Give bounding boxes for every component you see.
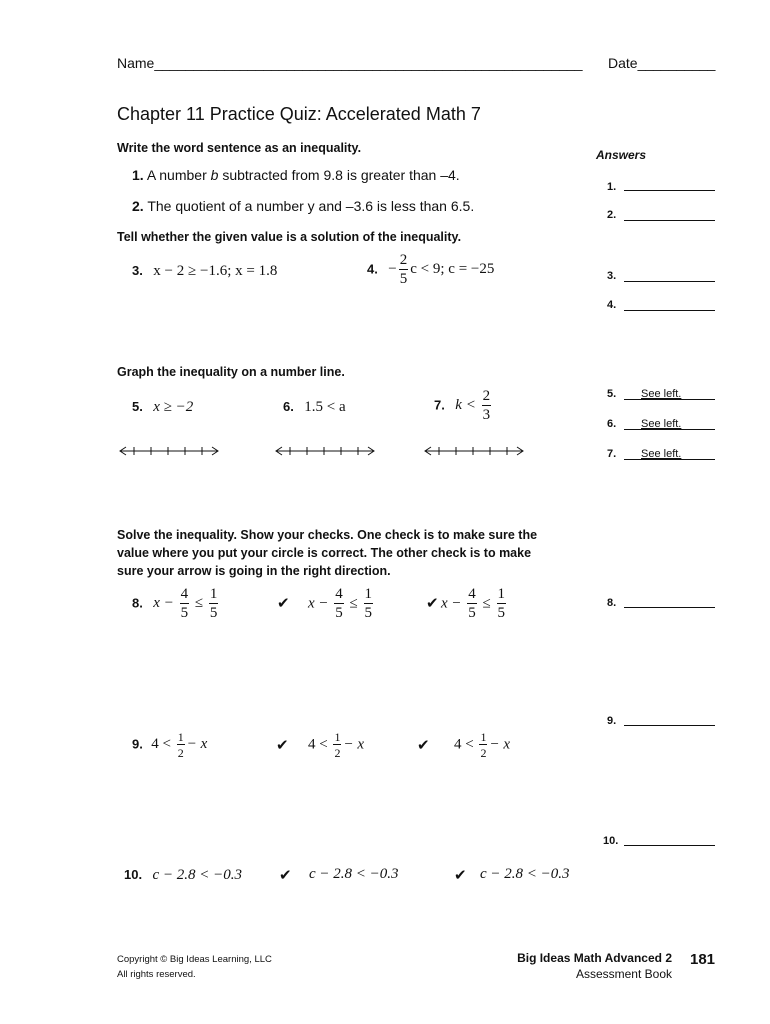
- denominator: 3: [482, 407, 491, 423]
- fraction: [180, 587, 190, 621]
- operator: ≤: [482, 595, 491, 612]
- question-number: 1.: [132, 167, 144, 183]
- check-2-q9: [454, 731, 510, 759]
- answer-blank-3[interactable]: [624, 281, 715, 282]
- instruction-line: sure your arrow is going in the right direction.: [117, 564, 391, 578]
- date-label: Date: [608, 55, 638, 71]
- answer-label-1: 1.: [607, 181, 617, 193]
- answer-blank-9[interactable]: [624, 725, 715, 726]
- fraction: [497, 587, 507, 621]
- name-field: [117, 55, 583, 71]
- instruction-line: value where you put your circle is correct. The other check is to make: [117, 546, 532, 560]
- fraction: [399, 253, 409, 287]
- answer-label-5: 5.: [607, 388, 617, 400]
- numerator: 1: [209, 586, 218, 602]
- check-2-q8: [441, 587, 508, 621]
- answer-label-9: 9.: [607, 715, 617, 727]
- date-field: [608, 55, 715, 71]
- check-mark-icon: ✔: [417, 736, 430, 754]
- section-heading-solution: Tell whether the given value is a solution of the inequality.: [117, 230, 462, 244]
- inequality-expression: x ≥ −2: [153, 399, 194, 415]
- question-9: [132, 731, 207, 759]
- numerator: 2: [482, 388, 491, 404]
- instruction-line: Solve the inequality. Show your checks. One check is to make sure the: [117, 528, 538, 542]
- operator: ≤: [194, 595, 204, 612]
- expression-part: x −: [308, 595, 329, 612]
- answer-blank-6[interactable]: [624, 429, 715, 430]
- fraction: [467, 587, 477, 621]
- denominator: 5: [399, 271, 408, 287]
- number-line-6[interactable]: [274, 444, 378, 458]
- answer-label-7: 7.: [607, 448, 617, 460]
- question-7: [434, 389, 493, 423]
- expression-part: 4 <: [454, 736, 474, 753]
- answer-blank-4[interactable]: [624, 310, 715, 311]
- question-number: 9.: [132, 736, 143, 752]
- denominator: 5: [180, 605, 189, 621]
- denominator: 5: [497, 605, 506, 621]
- page-number: 181: [690, 951, 716, 968]
- numerator: 1: [334, 730, 341, 744]
- section-heading-graph: Graph the inequality on a number line.: [117, 365, 345, 379]
- inequality-expression: x − 2 ≥ −1.6; x = 1.8: [153, 263, 278, 279]
- check-1-q8: [308, 587, 375, 621]
- answer-label-10: 10.: [603, 835, 619, 847]
- question-text: subtracted from 9.8 is greater than –4.: [218, 167, 460, 183]
- fraction: [177, 731, 185, 759]
- denominator: 5: [364, 605, 373, 621]
- name-blank: _______________________________________________________: [154, 55, 583, 71]
- question-2: [132, 198, 474, 214]
- fraction: [209, 587, 219, 621]
- page-title: Chapter 11 Practice Quiz: Accelerated Math 7: [117, 104, 481, 124]
- answer-label-6: 6.: [607, 418, 617, 430]
- question-number: 3.: [132, 263, 143, 278]
- numerator: 1: [480, 730, 487, 744]
- fraction: [482, 389, 492, 423]
- check-mark-icon: ✔: [426, 594, 439, 612]
- question-5: [132, 398, 193, 416]
- check-2-q10: c − 2.8 < −0.3: [480, 866, 570, 882]
- answers-heading: Answers: [596, 148, 647, 162]
- question-number: 4.: [367, 261, 378, 277]
- numerator: 4: [180, 586, 189, 602]
- book-title: Big Ideas Math Advanced 2: [517, 951, 672, 965]
- fraction: [364, 587, 374, 621]
- inequality-expression: c < 9; c = −25: [410, 261, 495, 278]
- question-number: 5.: [132, 399, 143, 414]
- book-subtitle: Assessment Book: [575, 967, 672, 981]
- answer-blank-8[interactable]: [624, 607, 715, 608]
- numerator: 1: [177, 730, 184, 744]
- answer-blank-2[interactable]: [624, 220, 715, 221]
- answer-blank-7[interactable]: [624, 459, 715, 460]
- question-4: [367, 253, 494, 287]
- answer-label-2: 2.: [607, 209, 617, 221]
- fraction: [333, 731, 341, 759]
- fraction: [334, 587, 344, 621]
- question-number: 8.: [132, 595, 143, 611]
- denominator: 2: [480, 746, 487, 760]
- answer-label-8: 8.: [607, 597, 617, 609]
- check-mark-icon: ✔: [454, 866, 467, 884]
- number-line-7[interactable]: [423, 444, 527, 458]
- expression-part: 4 <: [151, 736, 172, 753]
- answer-blank-1[interactable]: [624, 190, 715, 191]
- answer-label-3: 3.: [607, 270, 617, 282]
- expression-part: x −: [153, 595, 174, 612]
- expression-part: − x: [343, 736, 364, 753]
- question-number: 6.: [283, 399, 294, 414]
- question-6: [283, 398, 346, 416]
- minus-sign: −: [388, 261, 397, 278]
- check-mark-icon: ✔: [279, 866, 292, 884]
- question-3: [132, 262, 277, 280]
- denominator: 2: [334, 746, 341, 760]
- numerator: 4: [335, 586, 343, 602]
- number-line-5[interactable]: [118, 444, 222, 458]
- rights-text: All rights reserved.: [117, 969, 196, 980]
- numerator: 2: [399, 252, 408, 268]
- expression-part: − x: [489, 736, 510, 753]
- denominator: 5: [335, 605, 343, 621]
- answer-value-5: See left.: [641, 388, 682, 400]
- question-number: 10.: [124, 867, 143, 882]
- denominator: 2: [177, 746, 184, 760]
- check-1-q10: c − 2.8 < −0.3: [309, 866, 399, 882]
- numerator: 1: [497, 586, 506, 602]
- date-blank: __________: [637, 55, 716, 71]
- inequality-expression: 1.5 < a: [304, 399, 346, 415]
- question-8: [132, 587, 220, 621]
- expression-part: 4 <: [308, 736, 328, 753]
- section-heading-word-sentence: Write the word sentence as an inequality.: [117, 141, 362, 155]
- copyright-text: Copyright © Big Ideas Learning, LLC: [117, 954, 272, 965]
- answer-blank-10[interactable]: [624, 845, 715, 846]
- expression-part: − x: [186, 736, 208, 753]
- answer-value-7: See left.: [641, 448, 682, 460]
- question-10: [124, 866, 242, 884]
- answer-value-6: See left.: [641, 418, 682, 430]
- question-number: 2.: [132, 198, 144, 214]
- section-heading-solve: [117, 526, 537, 580]
- denominator: 5: [468, 605, 476, 621]
- expression-part: x −: [441, 595, 462, 612]
- inequality-expression: c − 2.8 < −0.3: [152, 867, 243, 883]
- operator: ≤: [349, 595, 358, 612]
- name-label: Name: [117, 55, 155, 71]
- question-text: The quotient of a number y and –3.6 is less than 6.5.: [147, 198, 475, 214]
- question-text: A number: [146, 167, 211, 183]
- numerator: 4: [468, 586, 476, 602]
- check-mark-icon: ✔: [276, 736, 289, 754]
- denominator: 5: [209, 605, 218, 621]
- fraction: [479, 731, 487, 759]
- answer-blank-5[interactable]: [624, 399, 715, 400]
- inequality-expression: k <: [455, 397, 476, 414]
- variable: b: [210, 167, 219, 183]
- check-1-q9: [308, 731, 364, 759]
- answer-label-4: 4.: [607, 299, 617, 311]
- check-mark-icon: ✔: [277, 594, 290, 612]
- numerator: 1: [364, 586, 373, 602]
- question-1: [132, 167, 460, 183]
- question-number: 7.: [434, 397, 445, 413]
